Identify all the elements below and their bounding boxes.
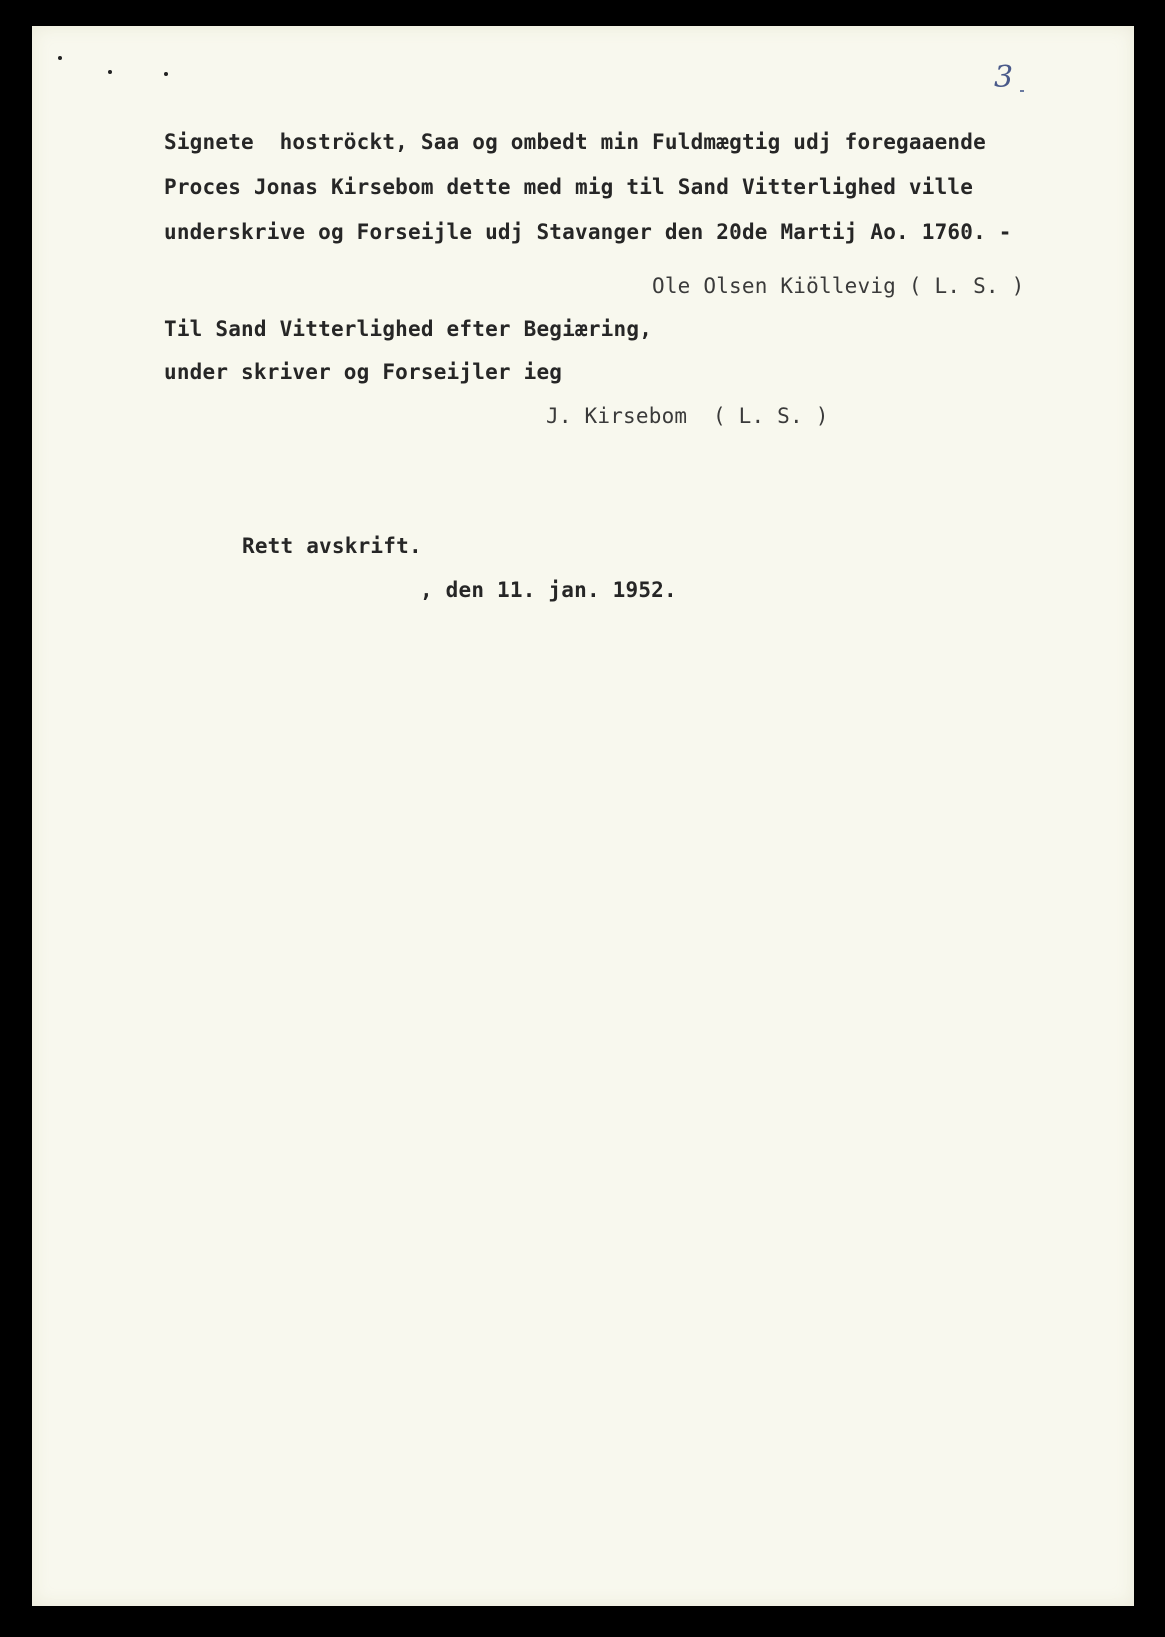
body-line-2: Proces Jonas Kirsebom dette med mig til Sand Vitterlighed ville: [164, 175, 974, 199]
certification-text: Rett avskrift.: [242, 534, 422, 558]
signature-ole-olsen: Ole Olsen Kiöllevig ( L. S. ): [652, 274, 1025, 298]
page-number: 3: [994, 60, 1014, 95]
margin-speck: [108, 70, 112, 74]
margin-speck: [58, 56, 62, 60]
signature-kirsebom: J. Kirsebom ( L. S. ): [546, 404, 829, 428]
body-line-1: Signete hoströckt, Saa og ombedt min Fuldmægtig udj foregaaende: [164, 130, 986, 154]
witness-line-2: under skriver og Forseijler ieg: [164, 360, 563, 384]
date-line: , den 11. jan. 1952.: [420, 578, 677, 602]
margin-speck: [164, 72, 168, 76]
witness-line-1: Til Sand Vitterlighed efter Begiæring,: [164, 317, 653, 341]
document-page: [32, 26, 1134, 1606]
body-line-3: underskrive og Forseijle udj Stavanger den 20de Martij Ao. 1760. -: [164, 220, 1012, 244]
